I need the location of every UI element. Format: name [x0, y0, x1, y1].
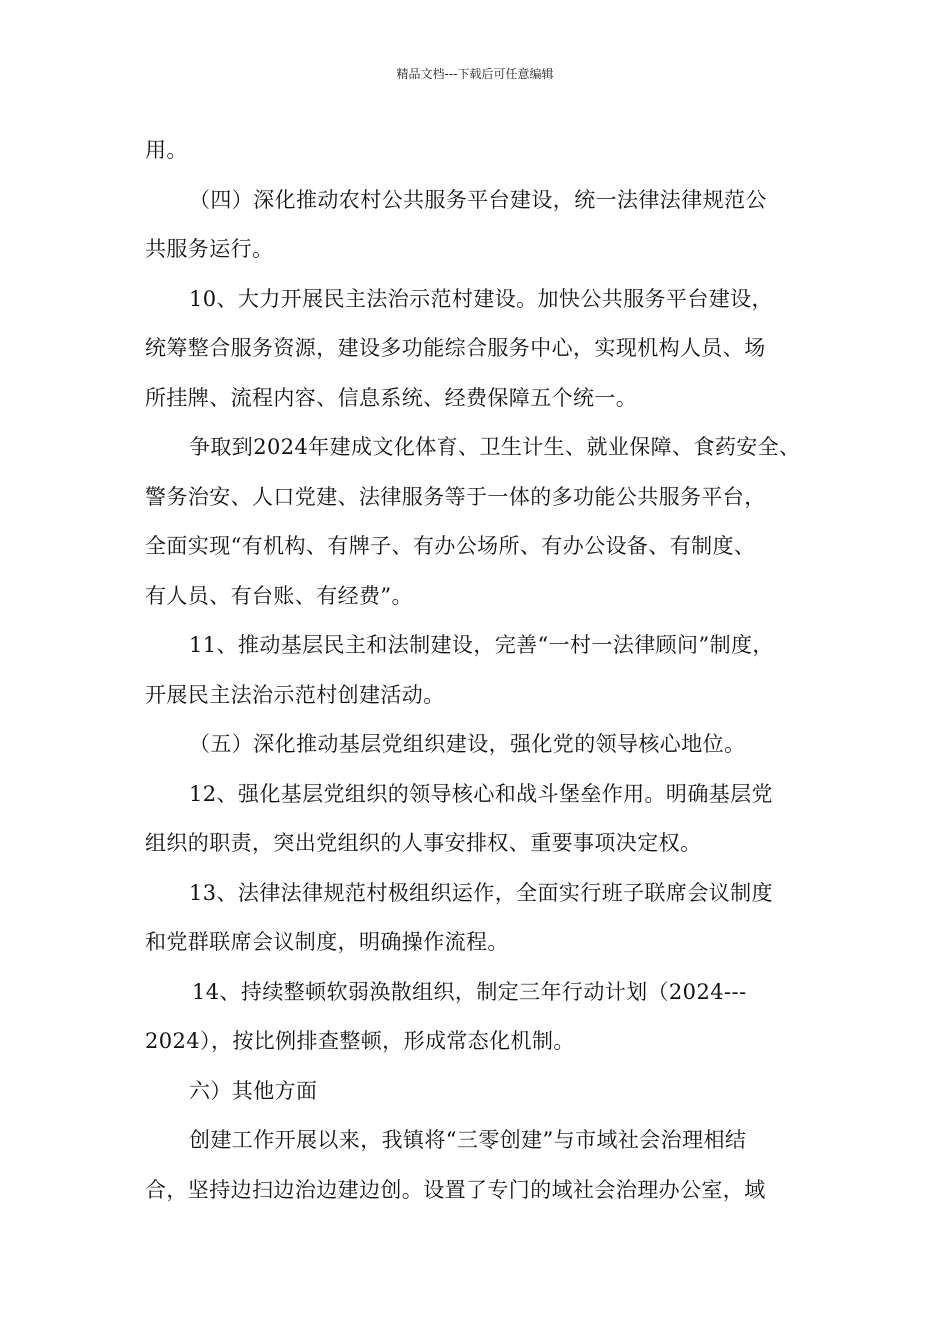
paragraph-13: 13、法律法律规范村极组织运作，全面实行班子联席会议制度: [189, 880, 773, 905]
document-body: [145, 126, 815, 1215]
text-line: 警务治安、人口党建、法律服务等于一体的多功能公共服务平台，: [145, 484, 766, 509]
text-line: 有人员、有台账、有经费”。: [145, 583, 413, 608]
text-line: 和党群联席会议制度，明确操作流程。: [145, 930, 509, 954]
text-line: 合，坚持边扫边治边建边创。设置了专门的域社会治理办公室，域: [145, 1177, 766, 1202]
paragraph-goal: 争取到2024年建成文化体育、卫生计生、就业保障、食药安全、: [189, 435, 801, 459]
text-line: 全面实现“有机构、有牌子、有办公场所、有办公设备、有制度、: [145, 534, 756, 558]
section-heading-5: （五）深化推动基层党组织建设，强化党的领导核心地位。: [189, 732, 746, 756]
paragraph-14: 14、持续整顿软弱涣散组织，制定三年行动计划（2024---: [192, 979, 747, 1004]
text-line: 2024），按比例排查整顿，形成常态化机制。: [145, 1029, 575, 1053]
paragraph-creation: 创建工作开展以来，我镇将“三零创建”与市域社会治理相结: [189, 1128, 747, 1152]
paragraph-12: 12、强化基层党组织的领导核心和战斗堡垒作用。明确基层党: [189, 781, 773, 806]
page-header: 精品文档---下载后可任意编辑: [396, 67, 554, 81]
text-line: 统筹整合服务资源，建设多功能综合服务中心，实现机构人员、场: [145, 336, 766, 360]
section-heading-6: 六）其他方面: [189, 1078, 318, 1103]
text-line: 组织的职责，突出党组织的人事安排权、重要事项决定权。: [145, 831, 702, 855]
text-line: 所挂牌、流程内容、信息系统、经费保障五个统一。: [145, 385, 638, 410]
paragraph-11: 11、推动基层民主和法制建设，完善“一村一法律顾问”制度，: [189, 633, 774, 657]
text-line: 开展民主法治示范村创建活动。: [145, 682, 445, 707]
paragraph-10: 10、大力开展民主法治示范村建设。加快公共服务平台建设，: [189, 286, 773, 311]
text-line: 用。: [145, 138, 188, 162]
text-line: 共服务运行。: [145, 237, 274, 261]
section-heading-4: （四）深化推动农村公共服务平台建设，统一法律法律规范公: [189, 187, 767, 212]
